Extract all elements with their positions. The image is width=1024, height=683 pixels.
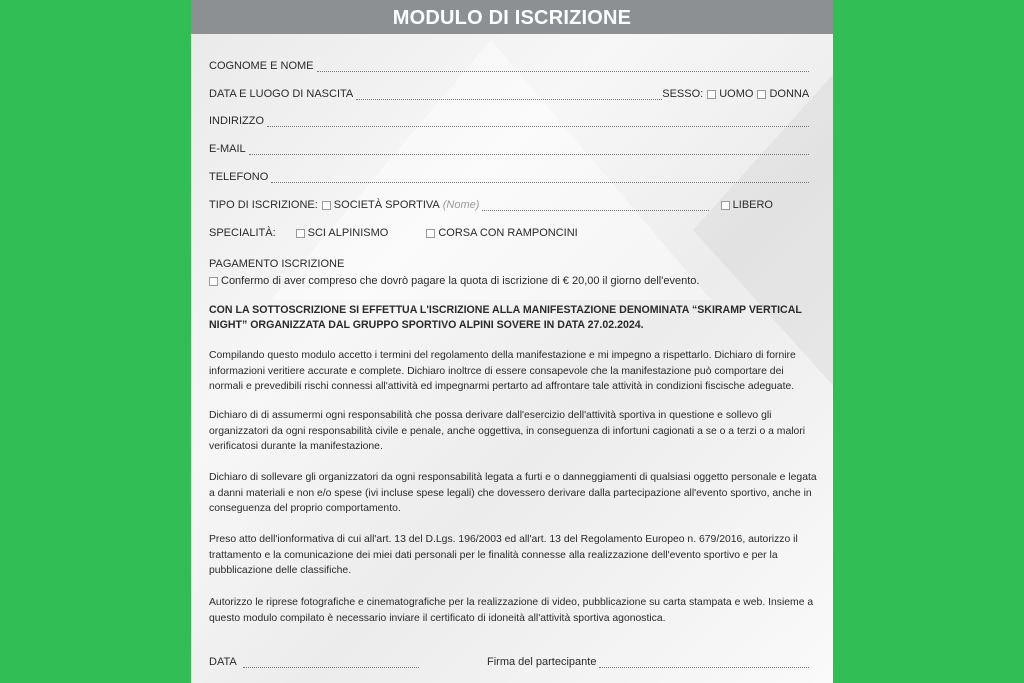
- female-checkbox[interactable]: [757, 90, 766, 99]
- free-label: LIBERO: [732, 199, 773, 211]
- paragraph-4: Preso atto dell'ionformativa di cui all'art. 13 del D.Lgs. 196/2003 ed all'art. 13 del Regolamento Europeo n. 679/2016, autorizzo il trattamento e la comunicazione dei miei dati personali per le finalità connesse alla realizzazione dell'evento sportivo e per la pubblicazione delle classifiche.: [209, 534, 798, 576]
- male-label: UOMO: [719, 88, 754, 100]
- ski-label: SCI ALPINISMO: [307, 227, 389, 239]
- email-field[interactable]: [209, 139, 809, 155]
- name-label: COGNOME E NOME: [209, 60, 314, 72]
- paragraph-3: Dichiaro di sollevare gli organizzatori da ogni responsabilità legata a furti e o danneggiamenti di qualsiasi oggetto personale e legata a danni materiali e non e/o spese (ivi incluse spese legali) che dovessero derivare dalla partecipazione all'evento sportivo, anche in conseguenza del proprio comportamento.: [209, 472, 817, 514]
- phone-label: TELEFONO: [209, 171, 269, 183]
- run-checkbox[interactable]: [426, 229, 435, 238]
- registration-type-label: TIPO DI ISCRIZIONE:: [209, 199, 318, 211]
- birth-line[interactable]: [356, 90, 662, 100]
- birth-label: DATA E LUOGO DI NASCITA: [209, 88, 354, 100]
- payment-heading: [209, 254, 809, 270]
- sex-group: [662, 88, 809, 100]
- signature-label: Firma del partecipante: [487, 656, 597, 668]
- name-field[interactable]: [209, 56, 809, 72]
- payment-checkbox[interactable]: [209, 277, 218, 286]
- date-label: DATA: [209, 656, 237, 668]
- registration-form: [191, 0, 833, 683]
- address-label: INDIRIZZO: [209, 115, 264, 127]
- signature-line[interactable]: [599, 658, 809, 668]
- club-label: SOCIETÀ SPORTIVA: [333, 199, 440, 211]
- sex-label: SESSO:: [662, 88, 704, 100]
- club-name-line[interactable]: [482, 201, 708, 211]
- declaration-heading: CON LA SOTTOSCRIZIONE SI EFFETTUA L'ISCRIZIONE ALLA MANIFESTAZIONE DENOMINATA “SKIRAMP VERTICAL NIGHT” ORGANIZZATA DAL GRUPPO SPORTIVO ALPINI SOVERE IN DATA 27.02.2024.: [209, 304, 802, 331]
- payment-label: PAGAMENTO ISCRIZIONE: [209, 258, 345, 270]
- paragraph-5: Autorizzo le riprese fotografiche e cinematografiche per la realizzazione di video, pubblicazione su carta stampata e web. Insieme a questo modulo compilato è necessario inviare il certificato di idoneità all'attività sportiva agonostica.: [209, 597, 814, 624]
- run-label: CORSA CON RAMPONCINI: [438, 227, 578, 239]
- phone-field[interactable]: [209, 167, 809, 183]
- name-line[interactable]: [317, 62, 809, 72]
- date-line[interactable]: [243, 658, 419, 668]
- paragraph-1: Compilando questo modulo accetto i termini del regolamento della manifestazione e mi impegno a rispettarlo. Dichiaro di fornire informazioni veritiere accurate e complete. Dichiaro inoltrce di essere consapevole che la manifestazione può comportare dei normali e prevedibili rischi connessi all'attività ed impegnarmi pertarto ad affrontare tale attività in condizioni fiscische adeguate.: [209, 350, 796, 392]
- ski-checkbox[interactable]: [296, 229, 305, 238]
- address-field[interactable]: [209, 111, 809, 127]
- specialty-field: [209, 223, 809, 239]
- date-field[interactable]: [209, 652, 419, 668]
- free-checkbox[interactable]: [721, 201, 730, 210]
- form-title: MODULO DI ISCRIZIONE: [191, 0, 833, 34]
- payment-confirm-text: Confermo di aver compreso che dovrò pagare la quota di iscrizione di € 20,00 il giorno dell'evento.: [221, 275, 700, 287]
- paragraph-2: Dichiaro di di assumermi ogni responsabilità che possa derivare dall'esercizio dell'attività sportiva in questione e sollevo gli organizzatori da ogni responsabilità civile e penale, anche oggettiva, in conseguenza di infortuni cagionati a se o a terzi o a malori verificatosi durante la manifestazione.: [209, 410, 806, 452]
- club-checkbox[interactable]: [322, 201, 331, 210]
- address-line[interactable]: [267, 117, 809, 127]
- specialty-label: SPECIALITÀ:: [209, 227, 276, 239]
- registration-type-field: [209, 195, 809, 211]
- email-line[interactable]: [249, 145, 809, 155]
- email-label: E-MAIL: [209, 143, 246, 155]
- birth-field[interactable]: [209, 84, 809, 100]
- phone-line[interactable]: [271, 173, 809, 183]
- club-name-hint: (Nome): [442, 199, 480, 211]
- male-checkbox[interactable]: [707, 90, 716, 99]
- female-label: DONNA: [769, 88, 810, 100]
- payment-confirm: [209, 271, 809, 287]
- signature-field[interactable]: [487, 652, 809, 668]
